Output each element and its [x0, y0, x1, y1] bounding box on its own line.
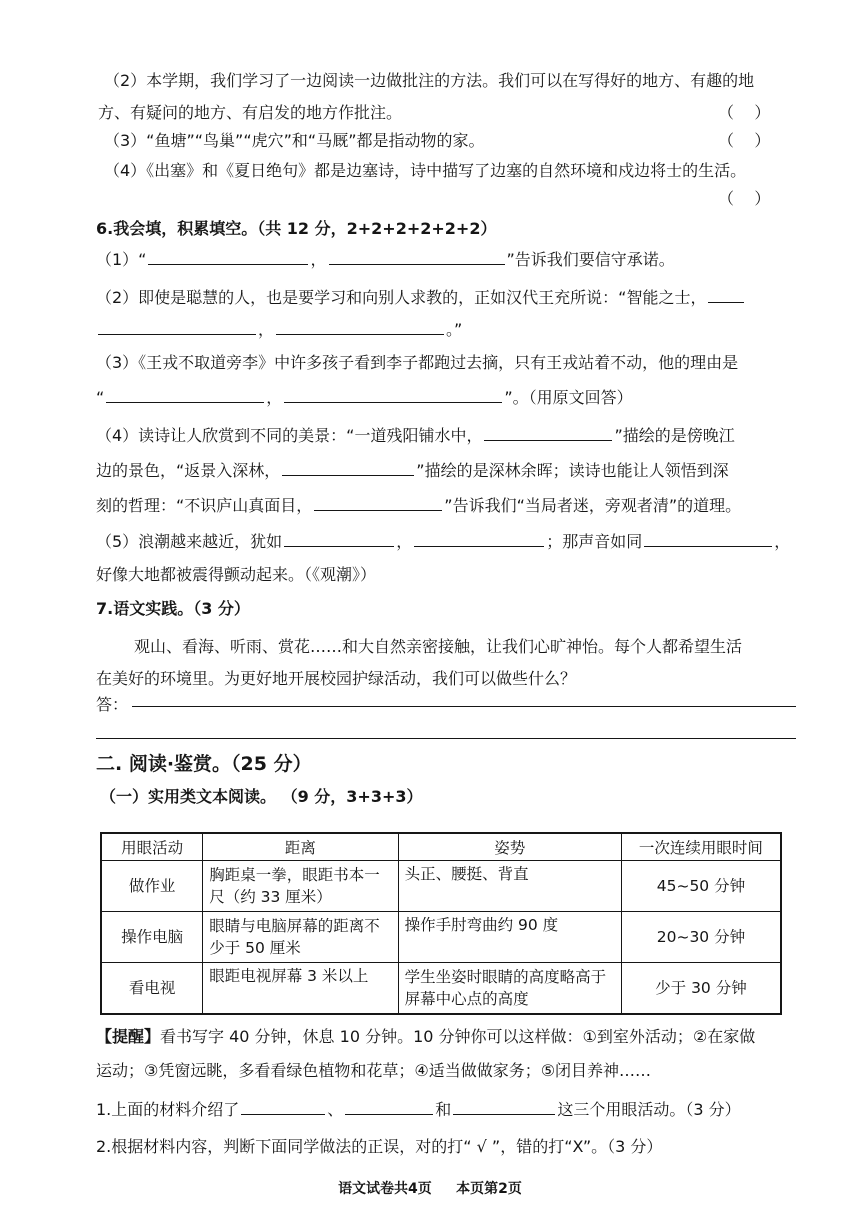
q6-item3-cont: [96, 386, 633, 409]
q6-item4: [96, 424, 735, 447]
q6-item3-tail: ”。（用原文回答）: [504, 388, 633, 407]
fill-blank[interactable]: [345, 1098, 433, 1115]
q5-item3: （3）“鱼塘”“鸟巢”“虎穴”和“马厩”都是指动物的家。: [104, 131, 485, 150]
question-1: [96, 1098, 741, 1121]
q6-item5-comma2: ，: [774, 532, 791, 551]
eye-use-table: [100, 832, 782, 1015]
q6-item1: [96, 248, 675, 271]
question-1-and: 和: [435, 1100, 452, 1119]
table-cell: 45~50 分钟: [621, 861, 781, 912]
q6-item5: [96, 530, 790, 553]
q6-item5-text: （5）浪潮越来越近，犹如: [96, 532, 283, 551]
table-cell: 眼距电视屏幕 3 米以上: [203, 963, 398, 1015]
q5-item2-line1: （2）本学期，我们学习了一边阅读一边做批注的方法。我们可以在写得好的地方、有趣的地: [104, 71, 755, 90]
q6-item5-comma: ，: [396, 532, 413, 551]
q6-item4-text3: 边的景色，“返景入深林，: [96, 461, 281, 480]
table-cell: 少于 30 分钟: [621, 963, 781, 1015]
page-footer: 语文试卷共4页 本页第2页: [338, 1181, 522, 1197]
q6-item4-cont: [96, 459, 729, 482]
answer-paren[interactable]: （ ）: [718, 103, 771, 122]
fill-blank[interactable]: [282, 459, 414, 476]
q6-item5-cont: 好像大地都被震得颤动起来。（《观潮》）: [96, 565, 377, 584]
tips-text: 看书写字 40 分钟，休息 10 分钟。10 分钟你可以这样做：①到室外活动；②在家做: [160, 1027, 756, 1046]
answer-paren[interactable]: （ ）: [718, 131, 771, 150]
answer-paren[interactable]: （ ）: [718, 189, 771, 208]
table-cell: 学生坐姿时眼睛的高度略高于屏幕中心点的高度: [398, 963, 621, 1015]
q6-item5-text2: ；那声音如同: [546, 532, 643, 551]
q6-item4-text4: ”描绘的是深林余晖；读诗也能让人领悟到深: [416, 461, 729, 480]
q6-item3-comma: ，: [266, 388, 283, 407]
table-cell: 头正、腰挺、背直: [398, 861, 621, 912]
tips-line-1: [96, 1026, 755, 1048]
fill-blank[interactable]: [414, 530, 544, 547]
fill-blank[interactable]: [484, 424, 612, 441]
q6-item2-tail: 。”: [446, 320, 463, 339]
fill-blank[interactable]: [329, 248, 505, 265]
table-row: [101, 912, 781, 963]
q6-item2-comma: ，: [258, 320, 275, 339]
q6-item3-quote: “: [96, 388, 105, 407]
q6-item2-text: （2）即使是聪慧的人，也是要学习和向别人求教的，正如汉代王充所说：“智能之士，: [96, 288, 707, 307]
table-row: [101, 963, 781, 1015]
table-header: 姿势: [398, 833, 621, 861]
tips-line-2: 运动；③凭窗远眺，多看看绿色植物和花草；④适当做做家务；⑤闭目养神……: [96, 1061, 652, 1080]
table-header: 一次连续用眼时间: [621, 833, 781, 861]
q6-item2: [96, 286, 746, 309]
q6-item4-text6: ”告诉我们“当局者迷，旁观者清”的道理。: [444, 496, 742, 515]
q7-paragraph-2: 在美好的环境里。为更好地开展校园护绿活动，我们可以做些什么？: [96, 669, 577, 688]
fill-blank[interactable]: [314, 494, 442, 511]
table-header: 距离: [203, 833, 398, 861]
table-cell: 胸距桌一拳，眼距书本一尺（约 33 厘米）: [203, 861, 398, 912]
fill-blank[interactable]: [644, 530, 772, 547]
q6-item4-cont2: [96, 494, 741, 517]
q6-item3: （3）《王戎不取道旁李》中许多孩子看到李子都跑过去摘，只有王戎站着不动，他的理由是: [96, 353, 739, 372]
fill-blank[interactable]: [148, 248, 308, 265]
fill-blank[interactable]: [106, 386, 264, 403]
fill-blank[interactable]: [98, 318, 256, 335]
table-cell: 看电视: [101, 963, 203, 1015]
q6-item2-cont: [96, 318, 462, 341]
q7-answer-label: 答：: [96, 695, 129, 714]
table-cell: 20~30 分钟: [621, 912, 781, 963]
table-cell: 做作业: [101, 861, 203, 912]
question-1-text: 1.上面的材料介绍了: [96, 1100, 240, 1119]
q5-item4: （4）《出塞》和《夏日绝句》都是边塞诗，诗中描写了边塞的自然环境和戍边将士的生活。: [104, 161, 747, 180]
question-1-tail: 这三个用眼活动。（3 分）: [557, 1100, 741, 1119]
question-2: 2.根据材料内容，判断下面同学做法的正误，对的打“ √ ”，错的打“X”。（3 分）: [96, 1137, 663, 1156]
tips-label: 【提醒】: [96, 1027, 161, 1046]
q6-title: 6.我会填，积累填空。（共 12 分，2+2+2+2+2+2）: [96, 219, 497, 238]
answer-line[interactable]: [96, 738, 796, 739]
q6-item1-comma: ，: [310, 250, 327, 269]
table-header: 用眼活动: [101, 833, 203, 861]
q5-item2-line2: 方、有疑问的地方、有启发的地方作批注。: [98, 103, 403, 122]
q6-item1-text: （1）“: [96, 250, 147, 269]
question-1-sep: 、: [327, 1100, 344, 1119]
table-cell: 操作电脑: [101, 912, 203, 963]
fill-blank[interactable]: [284, 530, 394, 547]
fill-blank[interactable]: [453, 1098, 555, 1115]
q6-item4-text5: 刻的哲理：“不识庐山真面目，: [96, 496, 313, 515]
fill-blank[interactable]: [241, 1098, 325, 1115]
q6-item4-text2: ”描绘的是傍晚江: [614, 426, 735, 445]
answer-line[interactable]: [132, 706, 796, 707]
table-header-row: [101, 833, 781, 861]
table-cell: 操作手肘弯曲约 90 度: [398, 912, 621, 963]
q7-paragraph-1: 观山、看海、听雨、赏花……和大自然亲密接触，让我们心旷神怡。每个人都希望生活: [134, 637, 743, 656]
fill-blank[interactable]: [284, 386, 502, 403]
q6-item4-text: （4）读诗让人欣赏到不同的美景：“一道残阳铺水中，: [96, 426, 483, 445]
fill-blank[interactable]: [276, 318, 444, 335]
q6-item1-tail: ”告诉我们要信守承诺。: [506, 250, 675, 269]
fill-blank[interactable]: [708, 286, 744, 303]
table-row: [101, 861, 781, 912]
section-2-title: 二. 阅读·鉴赏。（25 分）: [96, 753, 312, 775]
section-2-subtitle: （一）实用类文本阅读。 （9 分，3+3+3）: [100, 787, 423, 806]
table-cell: 眼睛与电脑屏幕的距离不少于 50 厘米: [203, 912, 398, 963]
q7-title: 7.语文实践。（3 分）: [96, 599, 250, 618]
